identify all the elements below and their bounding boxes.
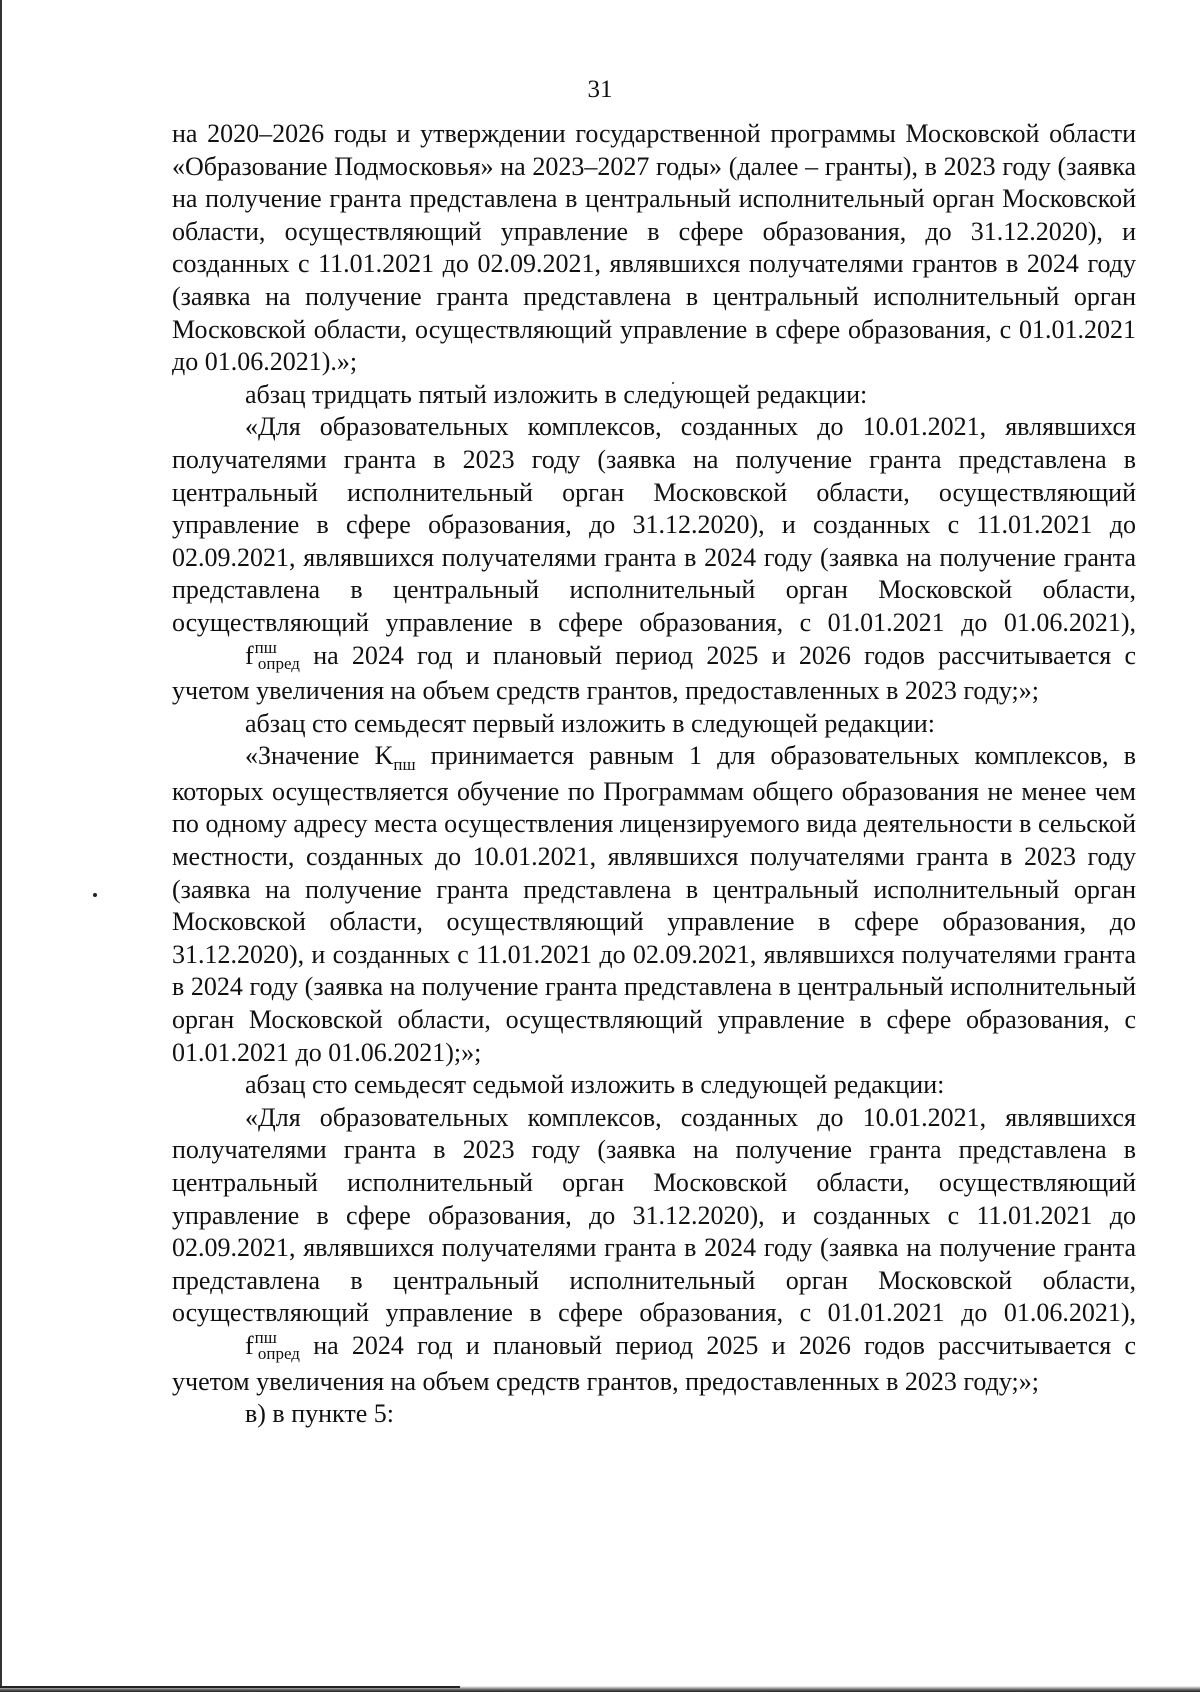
paragraph-continuation: на 2020–2026 годы и утверждении государственной программы Московской области «Образование Подмосковья» на 2023–2027 годы» (далее – гранты), в 2023 году (заявка на получение гранта представлена в центральный исполнительный орган Московской области, осуществляющий управление в сфере образования, до 31.12.2020), и созданных с 11.01.2021 до 02.09.2021, являвшихся получателями грантов в 2024 году (заявка на получение гранта представлена в центральный исполнительный орган Московской области, осуществляющий управление в сфере образования, с 01.01.2021 до 01.06.2021).»; <box>172 119 1136 377</box>
quote-177-text-start: «Для образовательных комплексов, созданных до 10.01.2021, являвшихся получателями гранта в 2023 году (заявка на получение гранта представлена в центральный исполнительный орган Московской области, осуществляющий управление в сфере образования, до 31.12.2020), и созданных с 11.01.2021 до 02.09.2021, являвшихся получателями гранта в 2024 году (заявка на получение гранта представлена в центральный исполнительный орган Московской области, осуществляющий управление в сфере образования, с 01.01.2021 до 01.06.2021), <box>172 1102 1136 1328</box>
formula-f-opred-pshch: $f^{пш}_{опред}$ <box>245 637 300 673</box>
document-body <box>172 118 1136 1431</box>
quote-171-text-start: «Значение <box>245 741 375 771</box>
paragraph-quote-177 <box>172 1102 1136 1398</box>
scan-speck <box>93 893 97 897</box>
page-number: 31 <box>587 76 613 103</box>
paragraph-instruction-35: абзац тридцать пятый изложить в следующей редакции: <box>245 379 868 409</box>
quote-171-text-end: принимается равным 1 для образовательных комплексов, в которых осуществляется обучение по Программам общего образования не менее чем по одному адресу места осуществления лицензируемого вида деятельности в сельской местности, созданных до 10.01.2021, являвшихся получателями гранта в 2023 году (заявка на получение гранта представлена в центральный исполнительный орган Московской области, осуществляющий управление в сфере образования, до 31.12.2020), и созданных с 11.01.2021 до 02.09.2021, являвшихся получателями гранта в 2024 году (заявка на получение гранта представлена в центральный исполнительный орган Московской области, осуществляющий управление в сфере образования, с 01.01.2021 до 01.06.2021);»; <box>172 741 1136 1067</box>
paragraph-subitem-v: в) в пункте 5: <box>245 1399 394 1429</box>
paragraph-instruction-171: абзац сто семьдесят первый изложить в следующей редакции: <box>245 708 935 738</box>
paragraph-instruction-177: абзац сто семьдесят седьмой изложить в следующей редакции: <box>245 1070 945 1100</box>
quote-177-text-end: на 2024 год и плановый период 2025 и 2026 годов рассчитывается с учетом увеличения на объем средств грантов, предоставленных в 2023 году;»; <box>172 1330 1136 1396</box>
scan-left-edge <box>0 0 2 1692</box>
formula-f-opred-pshch: $f^{пш}_{опред}$ <box>245 1328 300 1364</box>
paragraph-quote-35 <box>172 411 1136 707</box>
quote-35-text-end: на 2024 год и плановый период 2025 и 2026 годов рассчитывается с учетом увеличения на объем средств грантов, предоставленных в 2023 году;»; <box>172 640 1136 706</box>
paragraph-quote-171 <box>172 740 1136 1069</box>
quote-35-text-start: «Для образовательных комплексов, созданных до 10.01.2021, являвшихся получателями гранта в 2023 году (заявка на получение гранта представлена в центральный исполнительный орган Московской области, осуществляющий управление в сфере образования, до 31.12.2020), и созданных с 11.01.2021 до 02.09.2021, являвшихся получателями гранта в 2024 году (заявка на получение гранта представлена в центральный исполнительный орган Московской области, осуществляющий управление в сфере образования, с 01.01.2021 до 01.06.2021), <box>172 412 1136 637</box>
scan-bottom-line <box>0 1686 460 1688</box>
formula-k-pshch: $K_{пш}$ <box>374 741 416 774</box>
